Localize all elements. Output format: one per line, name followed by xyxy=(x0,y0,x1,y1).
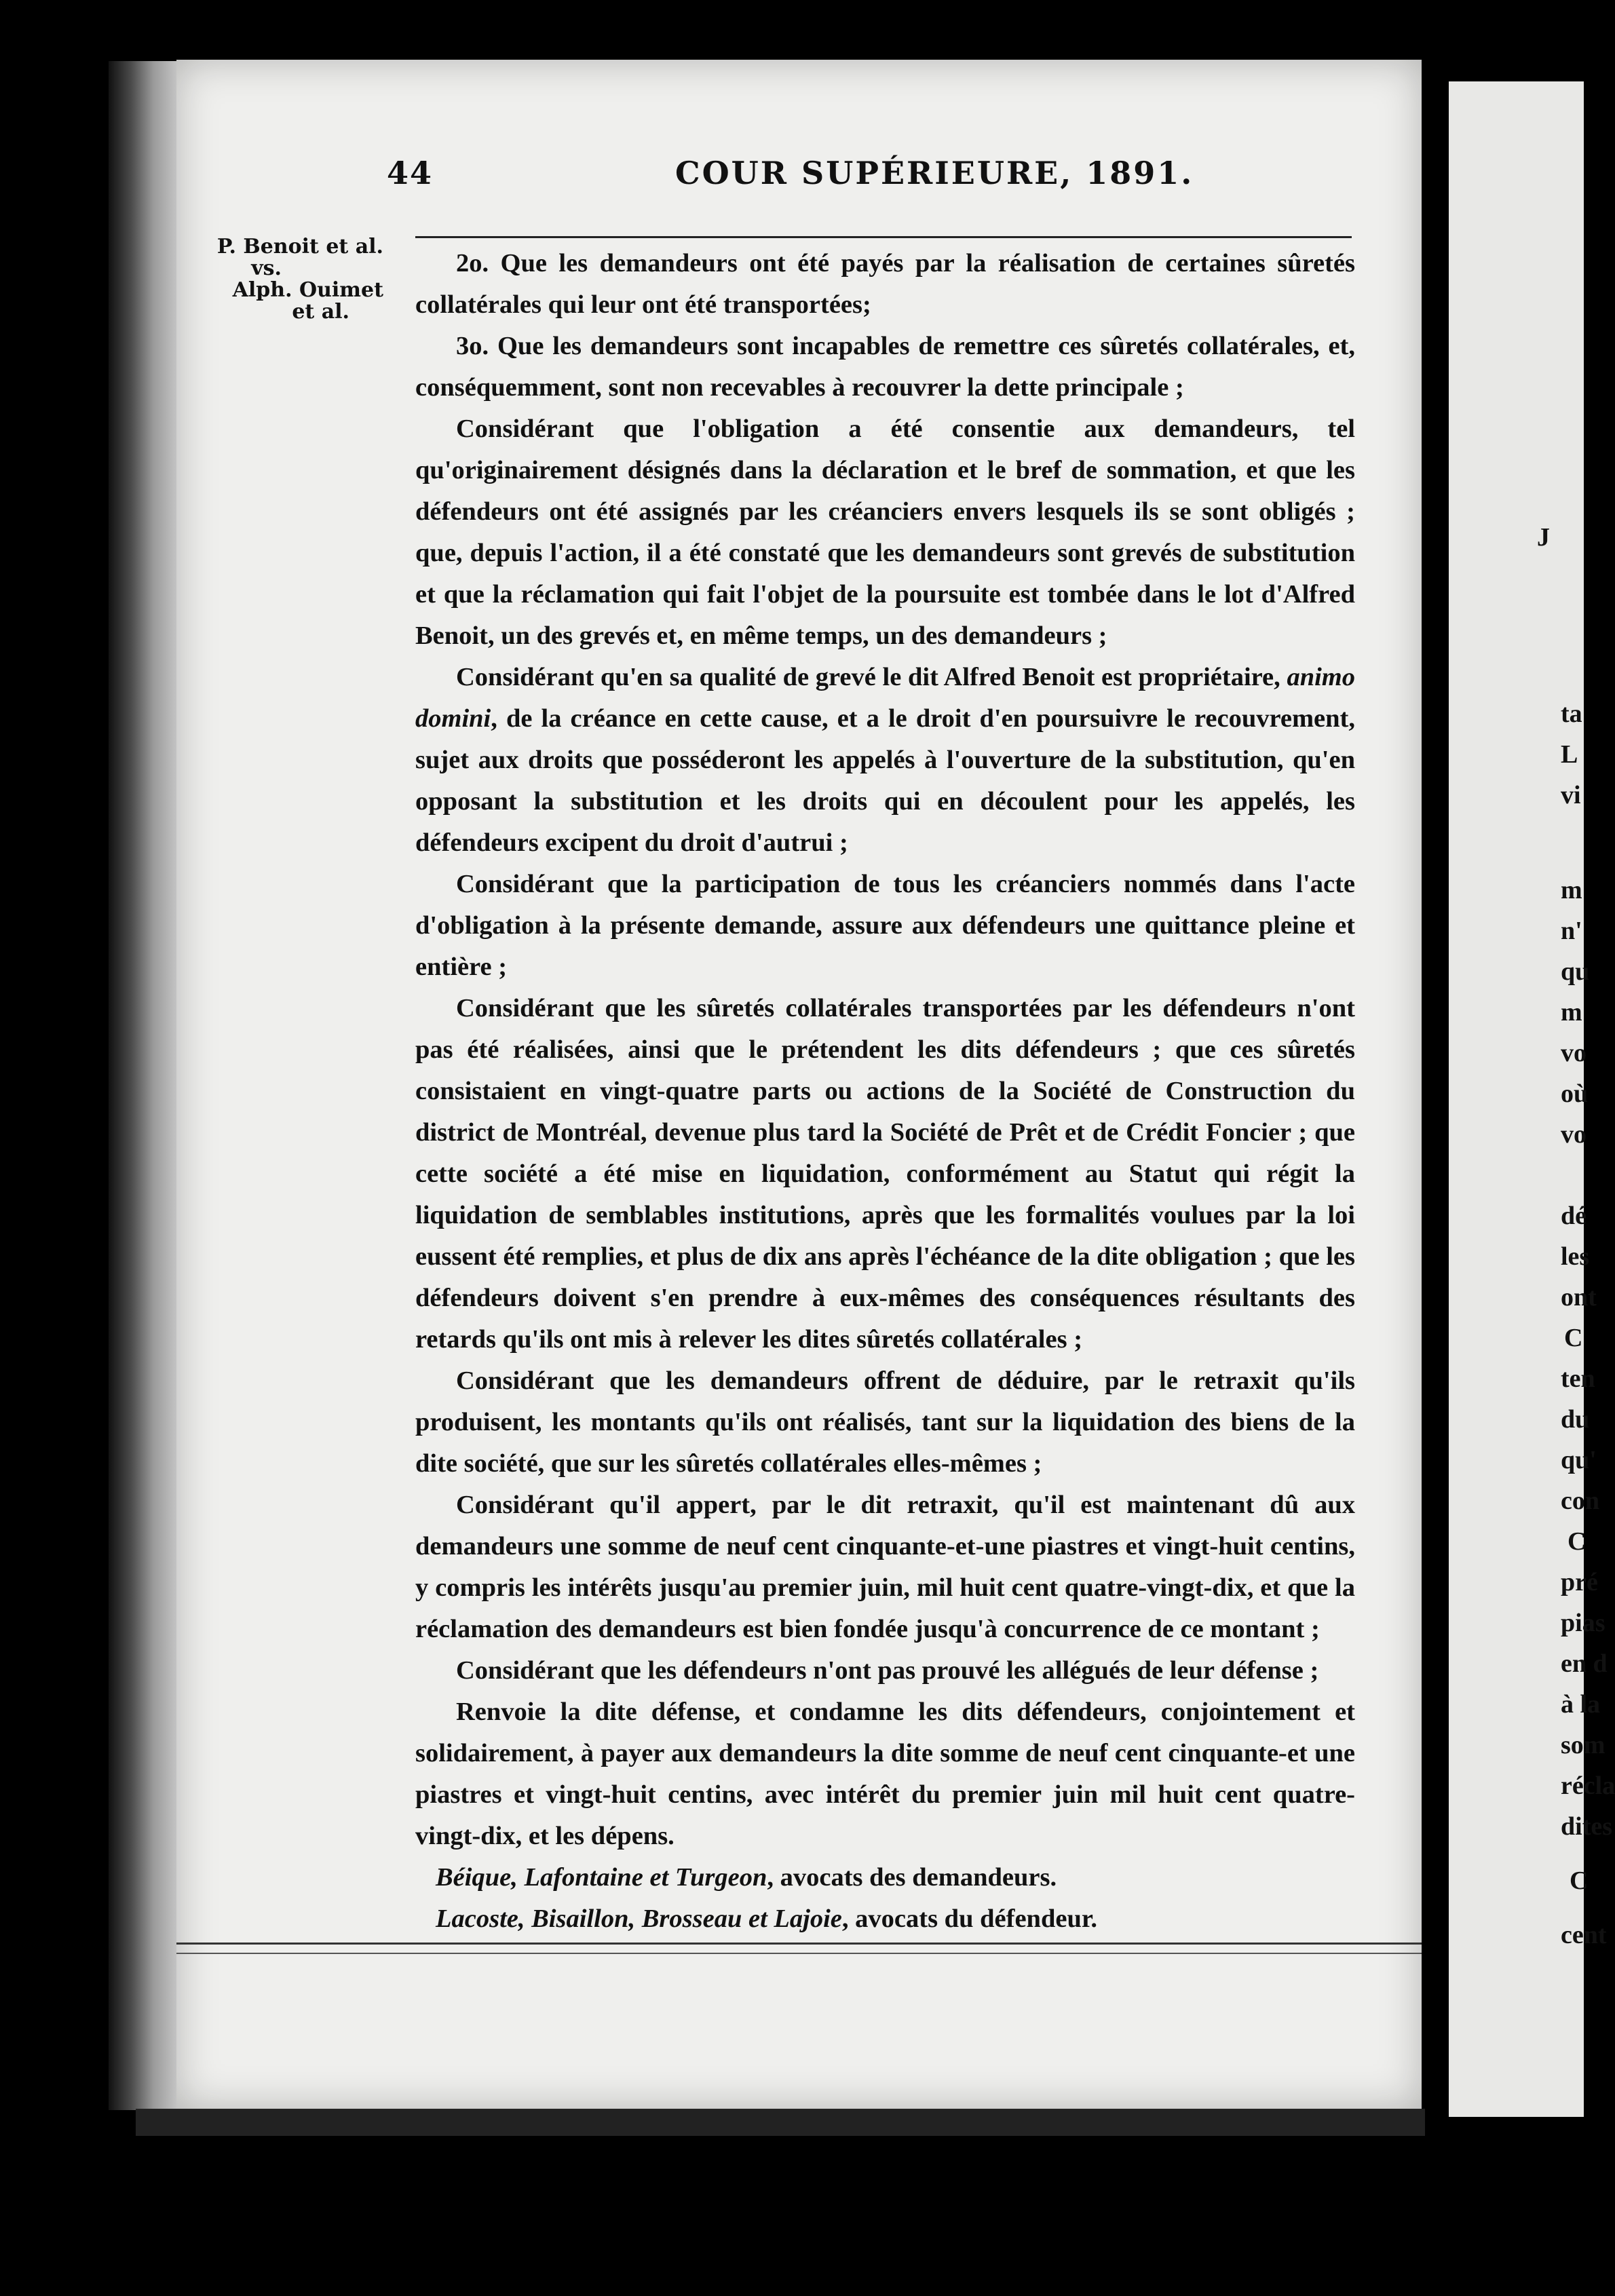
paragraph-considerant-participation: Considérant que la participation de tous les créanciers nommés dans l'acte d'obligation à la présente demande, assure aux défendeurs une quittance pleine et entière ; xyxy=(415,870,1355,981)
facing-page-fragment: som xyxy=(1561,1731,1606,1759)
signature-plaintiffs-names: Béique, Lafontaine et Turgeon xyxy=(436,1863,767,1892)
facing-page-fragment: C xyxy=(1570,1867,1589,1895)
facing-page-fragment: cent xyxy=(1561,1921,1607,1949)
case-caption-etal: et al. xyxy=(292,300,349,324)
facing-page xyxy=(1449,81,1615,2117)
signature-defendant xyxy=(415,1898,1355,1940)
signature-plaintiffs xyxy=(415,1857,1355,1898)
running-head xyxy=(176,155,1422,202)
signature-defendant-names: Lacoste, Bisaillon, Brosseau et Lajoie xyxy=(436,1905,842,1933)
facing-page-fragment: con xyxy=(1561,1487,1599,1515)
case-caption xyxy=(119,236,383,323)
facing-page-fragment: vo xyxy=(1561,1039,1586,1067)
signature-plaintiffs-role: , avocats des demandeurs. xyxy=(767,1863,1057,1892)
facing-page-fragment: récla xyxy=(1561,1772,1615,1800)
facing-page-fragment: ten xyxy=(1561,1364,1595,1393)
facing-page-fragment: L xyxy=(1561,740,1578,769)
facing-page-fragment: vi xyxy=(1561,781,1581,809)
facing-page-fragment: C xyxy=(1568,1527,1586,1556)
book-gutter xyxy=(1422,0,1449,2296)
paragraph-considerant-obligation: Considérant que l'obligation a été consentie aux demandeurs, tel qu'originairement désignés dans la déclaration et le bref de sommation, et que les défendeurs ont été assignés par les créanciers envers lesquels ils se sont obligés ; que, depuis l'action, il a été constaté que les demandeurs sont grevés de substitution et que la réclamation qui fait l'objet de la poursuite est tombée dans le lot d'Alfred Benoit, un des grevés et, en même temps, un des demandeurs ; xyxy=(415,415,1355,650)
scan-bottom-edge xyxy=(136,2109,1425,2136)
paragraph-considerant-defense: Considérant que les défendeurs n'ont pas prouvé les allégués de leur défense ; xyxy=(456,1656,1319,1685)
facing-page-fragment: dites xyxy=(1561,1812,1612,1841)
facing-page-fragment: J xyxy=(1537,523,1550,552)
facing-page-fragment: pias xyxy=(1561,1609,1606,1637)
footer-rule-secondary xyxy=(176,1953,1422,1954)
judgment-text xyxy=(415,243,1355,1940)
facing-page-fragment: qu' xyxy=(1561,1446,1597,1474)
facing-page-fragment: ont xyxy=(1561,1283,1597,1312)
case-caption-versus: vs. xyxy=(251,256,282,280)
facing-page-fragment: n' xyxy=(1561,917,1582,945)
page-number: 44 xyxy=(387,155,434,191)
facing-page-fragment: vo xyxy=(1561,1120,1586,1149)
paragraph-2o: 2o. Que les demandeurs ont été payés par la réalisation de certaines sûretés collatérales qui leur ont été transportées; xyxy=(415,249,1355,319)
footer-rule xyxy=(176,1943,1422,1945)
facing-page-fragment: en d xyxy=(1561,1649,1608,1678)
facing-page-fragment: à la xyxy=(1561,1690,1601,1719)
paragraph-considerant-somme: Considérant qu'il appert, par le dit retraxit, qu'il est maintenant dû aux demandeurs une somme de neuf cent cinquante-et-une piastres et vingt-huit centins, y compris les intérêts jusqu'au premier juin, mil huit cent quatre-vingt-dix, et que la réclamation des demandeurs est bien fondée jusqu'à concurrence de ce montant ; xyxy=(415,1491,1355,1643)
book-page xyxy=(176,60,1422,2109)
paragraph-considerant-retraxit: Considérant que les demandeurs offrent de déduire, par le retraxit qu'ils produisent, les montants qu'ils ont réalisés, tant sur la liquidation des biens de la dite société, que sur les sûretés collatérales elles-mêmes ; xyxy=(415,1366,1355,1478)
case-caption-plaintiff: P. Benoit et al. xyxy=(216,235,383,259)
facing-page-fragment: qu xyxy=(1561,957,1590,986)
page-title: COUR SUPÉRIEURE, 1891. xyxy=(675,155,1194,191)
paragraph-considerant-greve: Considérant qu'en sa qualité de grevé le dit Alfred Benoit est propriétaire, animo domini, de la créance en cette cause, et a le droit d'en poursuivre le recouvrement, sujet aux droits que posséderont les appelés à l'ouverture de la substitution, qu'en opposant la substitution et les droits qui en découlent pour les appelés, les défendeurs excipent du droit d'autrui ; xyxy=(415,663,1355,857)
paragraph-renvoie: Renvoie la dite défense, et condamne les dits défendeurs, conjointement et solidairement, à payer aux demandeurs la dite somme de neuf cent cinquante-et une piastres et vingt-huit centins, avec intérêt du premier juin mil huit cent quatre-vingt-dix, et les dépens. xyxy=(415,1698,1355,1850)
paragraph-3o: 3o. Que les demandeurs sont incapables de remettre ces sûretés collatérales, et, conséquemment, sont non recevables à recouvrer la dette principale ; xyxy=(415,332,1355,402)
facing-page-fragment: du xyxy=(1561,1405,1590,1434)
facing-page-fragment: pré xyxy=(1561,1568,1598,1596)
header-rule xyxy=(415,236,1352,238)
facing-page-fragment: C xyxy=(1564,1324,1583,1352)
facing-page-fragment: les xyxy=(1561,1242,1590,1271)
facing-page-fragment: dé xyxy=(1561,1202,1586,1230)
facing-page-fragment: m xyxy=(1561,998,1582,1027)
case-caption-defendant: Alph. Ouimet xyxy=(232,278,383,302)
paragraph-considerant-suretes: Considérant que les sûretés collatérales transportées par les défendeurs n'ont pas été réalisées, ainsi que le prétendent les dits défendeurs ; que ces sûretés consistaient en vingt-quatre parts ou actions de la Société de Construction du district de Montréal, devenue plus tard la Société de Prêt et de Crédit Foncier ; que cette société a été mise en liquidation, conformément au Statut qui régit la liquidation de semblables institutions, après que les formalités voulues par la loi eussent été remplies, et plus de dix ans après l'échéance de la dite obligation ; que les défendeurs doivent s'en prendre à eux-mêmes des conséquences résultants des retards qu'ils ont mis à relever les dites sûretés collatérales ; xyxy=(415,994,1355,1354)
facing-page-fragment: ta xyxy=(1561,700,1582,728)
facing-page-fragment: où xyxy=(1561,1079,1589,1108)
signature-defendant-role: , avocats du défendeur. xyxy=(841,1905,1098,1933)
scan-binding-edge xyxy=(109,61,183,2110)
facing-page-fragment: m xyxy=(1561,876,1582,904)
